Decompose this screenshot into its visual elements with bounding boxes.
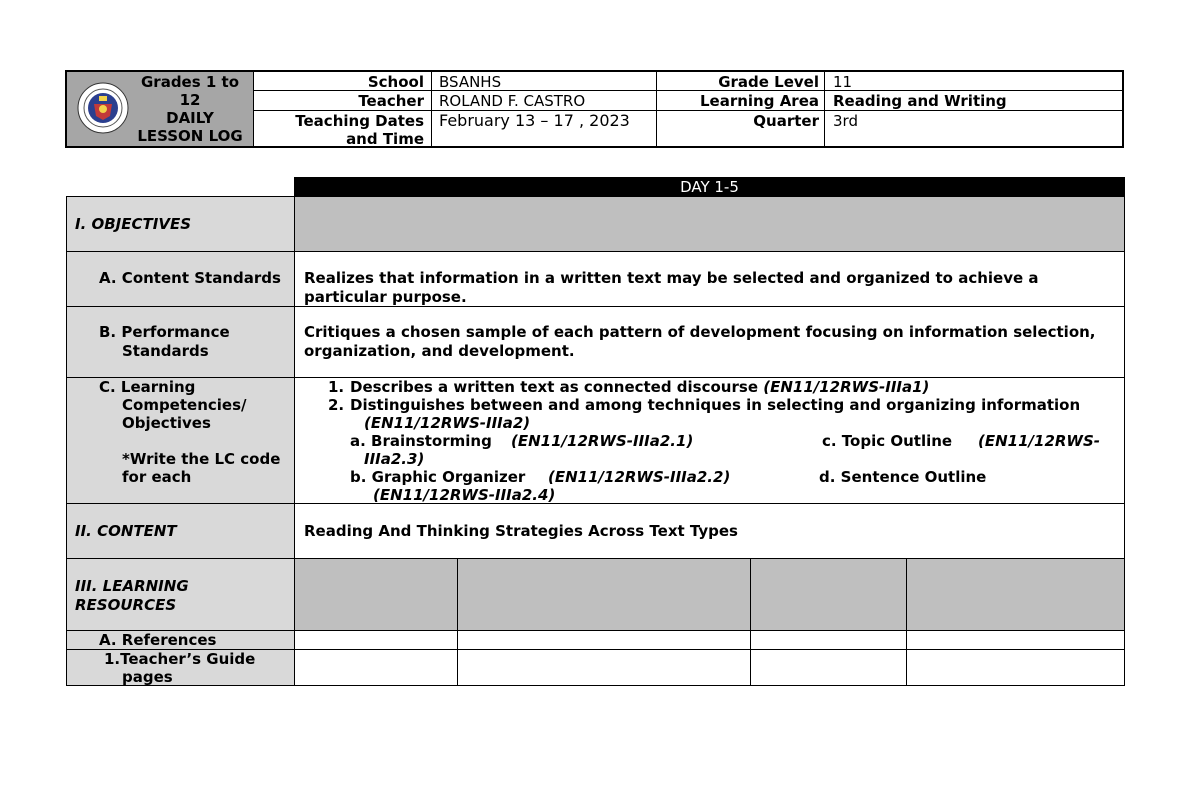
teachers-guide-cell-1 <box>294 649 458 686</box>
quarter-label: Quarter <box>753 112 819 130</box>
references-cell-2 <box>457 630 751 650</box>
header-table <box>65 70 1124 148</box>
lesson-table <box>66 177 1125 686</box>
day-header: DAY 1-5 <box>294 177 1125 197</box>
teachers-guide-cell-2 <box>457 649 751 686</box>
grades-title: Grades 1 to 12 DAILY LESSON LOG <box>137 73 243 145</box>
resources-cell-4 <box>906 558 1125 631</box>
teachers-guide-label-cell: 1.Teacher’s Guide pages <box>66 649 295 686</box>
grade-level-value: 11 <box>833 73 853 91</box>
resources-cell-2 <box>457 558 751 631</box>
content-standards-value: Realizes that information in a written text may be selected and organized to achieve a particular purpose. <box>294 251 1125 307</box>
quarter-value: 3rd <box>833 112 858 130</box>
grade-level-label: Grade Level <box>718 73 819 91</box>
teachers-guide-cell-3 <box>750 649 907 686</box>
deped-seal-icon <box>77 82 129 134</box>
competencies-label-cell: C. Learning Competencies/ Objectives *Write the LC code for each <box>66 377 295 504</box>
resources-label-cell: III. LEARNING RESOURCES <box>66 558 295 631</box>
resources-cell-3 <box>750 558 907 631</box>
resources-cell-1 <box>294 558 458 631</box>
references-cell-1 <box>294 630 458 650</box>
teachers-guide-cell-4 <box>906 649 1125 686</box>
dates-label: Teaching Dates and Time <box>295 112 424 148</box>
performance-standards-value: Critiques a chosen sample of each pattern of development focusing on information selection, organization, and development. <box>294 306 1125 378</box>
content-value: Reading And Thinking Strategies Across Text Types <box>294 503 1125 559</box>
objectives-label-cell: I. OBJECTIVES <box>66 196 295 252</box>
competencies-value: 1. Describes a written text as connected discourse (EN11/12RWS-IIIa1) 2. Distinguishes between and among techniques in selecting and organizing information (EN11/12RWS-IIIa2) a. Brainstorming (EN11/12RWS-IIIa2.1) c. Topic Outline (EN11/12RWS- IIIa2.3) b. Graphic Organizer (EN11/12RWS-IIIa2.2) d. Sentence Outline (EN11/12RWS-IIIa2.4) <box>294 377 1125 504</box>
content-standards-label-cell: A. Content Standards <box>66 251 295 307</box>
school-label: School <box>367 73 424 91</box>
grades-cell <box>67 72 254 146</box>
performance-standards-label-cell: B. Performance Standards <box>66 306 295 378</box>
school-value: BSANHS <box>439 73 502 91</box>
references-label-cell: A. References <box>66 630 295 650</box>
teacher-label: Teacher <box>358 92 424 110</box>
references-cell-4 <box>906 630 1125 650</box>
content-label-cell: II. CONTENT <box>66 503 295 559</box>
objectives-value-cell <box>294 196 1125 252</box>
dates-value: February 13 – 17 , 2023 <box>439 111 630 130</box>
learning-area-label: Learning Area <box>699 92 819 110</box>
learning-area-value: Reading and Writing <box>833 92 1007 110</box>
references-cell-3 <box>750 630 907 650</box>
teacher-value: ROLAND F. CASTRO <box>439 92 586 110</box>
